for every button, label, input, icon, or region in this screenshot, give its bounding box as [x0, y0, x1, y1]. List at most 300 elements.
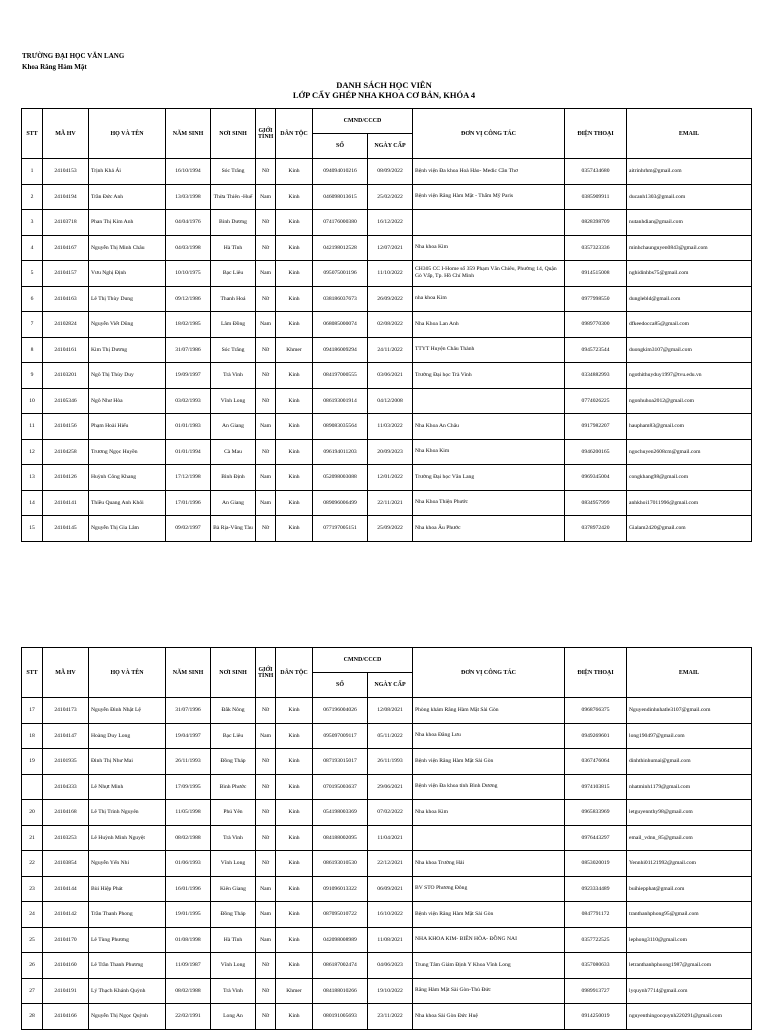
- column-header-email: EMAIL: [627, 648, 752, 698]
- stt-cell: 15: [22, 516, 43, 542]
- gender-cell: Nam: [256, 184, 276, 210]
- student-id-cell: 24102824: [43, 312, 89, 338]
- student-id-cell: 24101935: [43, 749, 89, 775]
- issue-date-cell: 12/07/2021: [368, 235, 413, 261]
- table-row: [22, 927, 752, 953]
- email-cell[interactable]: Yennhi01121992@gmail.com: [627, 851, 752, 877]
- student-id-cell: 24103201: [43, 363, 89, 389]
- student-table-1: [21, 108, 752, 542]
- stt-cell: 12: [22, 439, 43, 465]
- gender-cell: Nữ: [256, 978, 276, 1004]
- column-header-don-vi: ĐƠN VỊ CÔNG TÁC: [413, 648, 565, 698]
- workplace-cell: Nha khoa Âu Phước: [413, 516, 565, 542]
- email-cell[interactable]: ngochuyen2608cm@gmail.com: [627, 439, 752, 465]
- student-id-cell: 24103253: [43, 825, 89, 851]
- table-row: [22, 774, 752, 800]
- column-header-ngay-cap: NGÀY CẤP: [368, 134, 413, 159]
- full-name-cell: Lê Nhựt Minh: [89, 774, 166, 800]
- column-header-ma-hv: MÃ HV: [43, 109, 89, 159]
- table-row: [22, 800, 752, 826]
- phone-cell: 0367476064: [565, 749, 627, 775]
- id-number-cell: 084188002095: [313, 825, 368, 851]
- birth-date-cell: 26/11/1993: [166, 749, 211, 775]
- stt-cell: 26: [22, 953, 43, 979]
- email-cell[interactable]: dfkeedocca85@gmail.com: [627, 312, 752, 338]
- workplace-cell: Bệnh viện Răng Hàm Mặt - Thẩm Mỹ Paris: [413, 184, 565, 210]
- phone-cell: 0357722525: [565, 927, 627, 953]
- email-cell[interactable]: dunglebld@gmail.com: [627, 286, 752, 312]
- table-row: [22, 337, 752, 363]
- phone-cell: 0974103815: [565, 774, 627, 800]
- email-cell[interactable]: dinhthinhumai@gmail.com: [627, 749, 752, 775]
- table-row: [22, 953, 752, 979]
- student-id-cell: 24104147: [43, 723, 89, 749]
- stt-cell: 18: [22, 723, 43, 749]
- column-header-ho-ten: HỌ VÀ TÊN: [89, 648, 166, 698]
- id-number-cell: 096194011203: [313, 439, 368, 465]
- birthplace-cell: Long An: [211, 1004, 256, 1030]
- email-cell[interactable]: lyquynh7714@gmail.com: [627, 978, 752, 1004]
- table-row: [22, 286, 752, 312]
- ethnicity-cell: Kinh: [276, 312, 313, 338]
- birthplace-cell: Bạc Liêu: [211, 723, 256, 749]
- email-cell[interactable]: nghidinhbs75@gmail.com: [627, 261, 752, 287]
- id-number-cell: 080191005693: [313, 1004, 368, 1030]
- birthplace-cell: Trà Vinh: [211, 363, 256, 389]
- student-id-cell: 24105346: [43, 388, 89, 414]
- student-id-cell: 24104194: [43, 184, 89, 210]
- column-header-dan-toc: DÂN TỘC: [276, 109, 313, 159]
- student-id-cell: 24104160: [43, 953, 89, 979]
- stt-cell: 20: [22, 800, 43, 826]
- cmnd-group-header: CMND/CCCD: [313, 648, 413, 673]
- ethnicity-cell: Kinh: [276, 388, 313, 414]
- birthplace-cell: Bình Định: [211, 465, 256, 491]
- full-name-cell: Ngô Như Hòa: [89, 388, 166, 414]
- ethnicity-cell: Kinh: [276, 851, 313, 877]
- student-id-cell: 24104191: [43, 978, 89, 1004]
- id-number-cell: 084188010266: [313, 978, 368, 1004]
- birth-date-cell: 19/04/1997: [166, 723, 211, 749]
- cmnd-group-header: CMND/CCCD: [313, 109, 413, 134]
- table-row: [22, 210, 752, 236]
- issue-date-cell: 12/08/2021: [368, 698, 413, 724]
- ethnicity-cell: Kinh: [276, 825, 313, 851]
- issue-date-cell: 05/11/2022: [368, 723, 413, 749]
- student-id-cell: 24104168: [43, 800, 89, 826]
- stt-cell: 5: [22, 261, 43, 287]
- student-id-cell: 24104142: [43, 902, 89, 928]
- issue-date-cell: 07/02/2022: [368, 800, 413, 826]
- gender-cell: Nữ: [256, 825, 276, 851]
- issue-date-cell: 04/06/2023: [368, 953, 413, 979]
- birthplace-cell: Trà Vinh: [211, 825, 256, 851]
- phone-cell: 0914515008: [565, 261, 627, 287]
- student-table-2: [21, 647, 752, 1030]
- issue-date-cell: 03/06/2021: [368, 363, 413, 389]
- id-number-cell: 094186009294: [313, 337, 368, 363]
- gender-cell: Nữ: [256, 439, 276, 465]
- student-id-cell: 24104157: [43, 261, 89, 287]
- email-cell[interactable]: anhkhoi17011996@gmail.com: [627, 490, 752, 516]
- issue-date-cell: 19/10/2022: [368, 978, 413, 1004]
- id-number-cell: 086187002474: [313, 953, 368, 979]
- column-header-noi-sinh: NƠI SINH: [211, 109, 256, 159]
- column-header-gioi-tinh: GIỚI TÍNH: [256, 109, 276, 159]
- birthplace-cell: Vĩnh Long: [211, 953, 256, 979]
- birth-date-cell: 08/02/1988: [166, 978, 211, 1004]
- gender-cell: Nữ: [256, 286, 276, 312]
- stt-cell: [22, 774, 43, 800]
- ethnicity-cell: Kinh: [276, 210, 313, 236]
- birthplace-cell: Sóc Trăng: [211, 337, 256, 363]
- student-id-cell: 24103854: [43, 851, 89, 877]
- stt-cell: 2: [22, 184, 43, 210]
- stt-cell: 3: [22, 210, 43, 236]
- birthplace-cell: Thừa Thiên -Huế: [211, 184, 256, 210]
- workplace-cell: Nha Khoa Lan Anh: [413, 312, 565, 338]
- birth-date-cell: 11/09/1987: [166, 953, 211, 979]
- university-name: TRƯỜNG ĐẠI HỌC VĂN LANG: [22, 52, 125, 60]
- ethnicity-cell: Kinh: [276, 516, 313, 542]
- id-number-cell: 077197005151: [313, 516, 368, 542]
- birth-date-cell: 31/07/1986: [166, 337, 211, 363]
- full-name-cell: Lê Thị Trinh Nguyên: [89, 800, 166, 826]
- birthplace-cell: Bình Phước: [211, 774, 256, 800]
- id-number-cell: 074176000380: [313, 210, 368, 236]
- birthplace-cell: Hà Tĩnh: [211, 927, 256, 953]
- workplace-cell: Trường Đại học Văn Lang: [413, 465, 565, 491]
- column-header-nam-sinh: NĂM SINH: [166, 109, 211, 159]
- student-id-cell: 24104145: [43, 516, 89, 542]
- email-cell[interactable]: lephong3110@gmail.com: [627, 927, 752, 953]
- birth-date-cell: 13/03/1998: [166, 184, 211, 210]
- birthplace-cell: Lâm Đồng: [211, 312, 256, 338]
- phone-cell: 0774026225: [565, 388, 627, 414]
- issue-date-cell: 11/10/2022: [368, 261, 413, 287]
- table-row: [22, 312, 752, 338]
- phone-cell: 0977998550: [565, 286, 627, 312]
- phone-cell: 0949269601: [565, 723, 627, 749]
- gender-cell: Nữ: [256, 774, 276, 800]
- email-cell[interactable]: letguyennthy98@gmail.com: [627, 800, 752, 826]
- column-header-dien-thoai: ĐIỆN THOẠI: [565, 109, 627, 159]
- column-header-email: EMAIL: [627, 109, 752, 159]
- full-name-cell: Nguyễn Đình Nhật Lệ: [89, 698, 166, 724]
- workplace-cell: Nha khoa Sài Gòn Đức Huệ: [413, 1004, 565, 1030]
- table-row: [22, 1004, 752, 1030]
- id-number-cell: 095075001196: [313, 261, 368, 287]
- column-header-ho-ten: HỌ VÀ TÊN: [89, 109, 166, 159]
- email-cell[interactable]: nhatminh1179@gmail.com: [627, 774, 752, 800]
- gender-cell: Nam: [256, 414, 276, 440]
- id-number-cell: 087095010722: [313, 902, 368, 928]
- stt-cell: 22: [22, 851, 43, 877]
- full-name-cell: Nguyễn Yến Nhi: [89, 851, 166, 877]
- phone-cell: 0853020019: [565, 851, 627, 877]
- issue-date-cell: 16/12/2022: [368, 210, 413, 236]
- id-number-cell: 089083035564: [313, 414, 368, 440]
- email-cell[interactable]: haupham83@gmail.com: [627, 414, 752, 440]
- faculty-name: Khoa Răng Hàm Mặt: [22, 63, 87, 71]
- gender-cell: Nữ: [256, 235, 276, 261]
- issue-date-cell: 25/09/2022: [368, 516, 413, 542]
- birth-date-cell: 04/03/1998: [166, 235, 211, 261]
- table-row: [22, 235, 752, 261]
- gender-cell: Nữ: [256, 210, 276, 236]
- ethnicity-cell: Kinh: [276, 927, 313, 953]
- phone-cell: 0989770300: [565, 312, 627, 338]
- full-name-cell: Nguyễn Thị Ngọc Quỳnh: [89, 1004, 166, 1030]
- birthplace-cell: Bình Dương: [211, 210, 256, 236]
- full-name-cell: Nguyễn Thị Minh Châu: [89, 235, 166, 261]
- gender-cell: Nữ: [256, 1004, 276, 1030]
- gender-cell: Nữ: [256, 749, 276, 775]
- issue-date-cell: 22/12/2021: [368, 851, 413, 877]
- full-name-cell: Lê Thị Thùy Dung: [89, 286, 166, 312]
- full-name-cell: Ngô Thị Thùy Duy: [89, 363, 166, 389]
- issue-date-cell: 02/08/2022: [368, 312, 413, 338]
- birthplace-cell: Sóc Trăng: [211, 159, 256, 185]
- gender-cell: Nam: [256, 261, 276, 287]
- workplace-cell: TTYT Huyện Châu Thành: [413, 337, 565, 363]
- student-id-cell: 24104167: [43, 235, 89, 261]
- table-row: [22, 698, 752, 724]
- email-cell[interactable]: nguyenthingocquynh220291@gmail.com: [627, 1004, 752, 1030]
- birth-date-cell: 01/01/1983: [166, 414, 211, 440]
- gender-cell: Nam: [256, 723, 276, 749]
- column-header-ngay-cap: NGÀY CẤP: [368, 673, 413, 698]
- student-id-cell: 24104170: [43, 927, 89, 953]
- full-name-cell: Trương Ngọc Huyền: [89, 439, 166, 465]
- id-number-cell: 038186037673: [313, 286, 368, 312]
- issue-date-cell: 25/02/2022: [368, 184, 413, 210]
- workplace-cell: BV STO Phương Đông: [413, 876, 565, 902]
- id-number-cell: 068085000074: [313, 312, 368, 338]
- email-cell[interactable]: Nguyendinhnhatle3107@gmail.com: [627, 698, 752, 724]
- student-id-cell: 24104153: [43, 159, 89, 185]
- birthplace-cell: Kiên Giang: [211, 876, 256, 902]
- stt-cell: 11: [22, 414, 43, 440]
- table-row: [22, 439, 752, 465]
- workplace-cell: Nha Khoa Thiện Phước: [413, 490, 565, 516]
- workplace-cell: [413, 210, 565, 236]
- full-name-cell: Lê Huỳnh Minh Nguyệt: [89, 825, 166, 851]
- gender-cell: Nam: [256, 312, 276, 338]
- issue-date-cell: 06/09/2021: [368, 876, 413, 902]
- document-title: DANH SÁCH HỌC VIÊN: [336, 80, 432, 90]
- ethnicity-cell: Kinh: [276, 261, 313, 287]
- email-cell[interactable]: letranthanhphuong1987@gmail.com: [627, 953, 752, 979]
- stt-cell: 1: [22, 159, 43, 185]
- issue-date-cell: 22/11/2021: [368, 490, 413, 516]
- issue-date-cell: 26/09/2022: [368, 286, 413, 312]
- table-row: [22, 465, 752, 491]
- phone-cell: 0834957999: [565, 490, 627, 516]
- stt-cell: 28: [22, 1004, 43, 1030]
- full-name-cell: Hoàng Duy Long: [89, 723, 166, 749]
- id-number-cell: 067196004026: [313, 698, 368, 724]
- student-id-cell: 24104166: [43, 1004, 89, 1030]
- workplace-cell: Trường Đại học Trà Vinh: [413, 363, 565, 389]
- email-cell[interactable]: tranthanhphong95@gmail.com: [627, 902, 752, 928]
- stt-cell: 7: [22, 312, 43, 338]
- issue-date-cell: 23/11/2022: [368, 1004, 413, 1030]
- birth-date-cell: 01/06/1993: [166, 851, 211, 877]
- ethnicity-cell: Kinh: [276, 723, 313, 749]
- stt-cell: 24: [22, 902, 43, 928]
- birth-date-cell: 09/02/1997: [166, 516, 211, 542]
- table-row: [22, 876, 752, 902]
- email-cell[interactable]: ngonhuhoa2012@gmail.com: [627, 388, 752, 414]
- workplace-cell: CH305 CC I-Home số 359 Phạm Văn Chiêu, Phường 14, Quận Gò Vấp, Tp. Hồ Chí Minh: [413, 261, 565, 287]
- student-id-cell: 24104333: [43, 774, 89, 800]
- gender-cell: Nam: [256, 902, 276, 928]
- stt-cell: 14: [22, 490, 43, 516]
- birth-date-cell: 19/09/1997: [166, 363, 211, 389]
- student-id-cell: 24104173: [43, 698, 89, 724]
- email-cell[interactable]: minhchaunguyen0843@gmail.com: [627, 235, 752, 261]
- email-cell[interactable]: duongkim3107@gmail.com: [627, 337, 752, 363]
- workplace-cell: Bệnh viện Răng Hàm Mặt Sài Gòn: [413, 902, 565, 928]
- birthplace-cell: Trà Vinh: [211, 978, 256, 1004]
- email-cell[interactable]: congkhang98@gmail.com: [627, 465, 752, 491]
- birth-date-cell: 16/01/1996: [166, 876, 211, 902]
- phone-cell: 0989913727: [565, 978, 627, 1004]
- gender-cell: Nam: [256, 465, 276, 491]
- stt-cell: 9: [22, 363, 43, 389]
- full-name-cell: Lê Trần Thanh Phương: [89, 953, 166, 979]
- birth-date-cell: 17/12/1998: [166, 465, 211, 491]
- gender-cell: Nam: [256, 927, 276, 953]
- id-number-cell: 070195003637: [313, 774, 368, 800]
- table-row: [22, 825, 752, 851]
- stt-cell: 10: [22, 388, 43, 414]
- birth-date-cell: 31/07/1996: [166, 698, 211, 724]
- workplace-cell: [413, 825, 565, 851]
- birthplace-cell: Vĩnh Long: [211, 851, 256, 877]
- phone-cell: 0334882993: [565, 363, 627, 389]
- full-name-cell: Đinh Thị Như Mai: [89, 749, 166, 775]
- student-id-cell: 24104126: [43, 465, 89, 491]
- ethnicity-cell: Kinh: [276, 490, 313, 516]
- phone-cell: 0965833969: [565, 800, 627, 826]
- id-number-cell: 094094010216: [313, 159, 368, 185]
- issue-date-cell: 20/09/2023: [368, 439, 413, 465]
- issue-date-cell: 08/09/2022: [368, 159, 413, 185]
- email-cell[interactable]: nutanhdian@gmail.com: [627, 210, 752, 236]
- ethnicity-cell: Kinh: [276, 953, 313, 979]
- ethnicity-cell: Kinh: [276, 1004, 313, 1030]
- ethnicity-cell: Kinh: [276, 235, 313, 261]
- full-name-cell: Lý Thạch Khánh Quỳnh: [89, 978, 166, 1004]
- gender-cell: Nữ: [256, 800, 276, 826]
- phone-cell: 0923334489: [565, 876, 627, 902]
- id-number-cell: 042098008989: [313, 927, 368, 953]
- stt-cell: 19: [22, 749, 43, 775]
- email-cell[interactable]: ducanh1303@gmail.com: [627, 184, 752, 210]
- id-number-cell: 046098013615: [313, 184, 368, 210]
- id-number-cell: 084197000555: [313, 363, 368, 389]
- stt-cell: 23: [22, 876, 43, 902]
- email-cell[interactable]: ngothithuyduy1997@tvu.edu.vn: [627, 363, 752, 389]
- phone-cell: 0946200165: [565, 439, 627, 465]
- issue-date-cell: 11/04/2021: [368, 825, 413, 851]
- email-cell[interactable]: long190497@gmail.com: [627, 723, 752, 749]
- ethnicity-cell: Kinh: [276, 159, 313, 185]
- table-row: [22, 261, 752, 287]
- ethnicity-cell: Kinh: [276, 465, 313, 491]
- workplace-cell: Nha Khoa An Châu: [413, 414, 565, 440]
- gender-cell: Nữ: [256, 363, 276, 389]
- phone-cell: 0385909911: [565, 184, 627, 210]
- table-row: [22, 388, 752, 414]
- issue-date-cell: 26/11/1993: [368, 749, 413, 775]
- birth-date-cell: 08/02/1988: [166, 825, 211, 851]
- table-row: [22, 723, 752, 749]
- student-id-cell: 24104144: [43, 876, 89, 902]
- stt-cell: 13: [22, 465, 43, 491]
- phone-cell: 0917982207: [565, 414, 627, 440]
- student-id-cell: 24104161: [43, 337, 89, 363]
- full-name-cell: Kim Thị Dương: [89, 337, 166, 363]
- ethnicity-cell: Kinh: [276, 439, 313, 465]
- birthplace-cell: Đắk Nông: [211, 698, 256, 724]
- email-cell[interactable]: email_vdnn_85@gmail.com: [627, 825, 752, 851]
- stt-cell: 6: [22, 286, 43, 312]
- email-cell[interactable]: buihiepphat@gmail.com: [627, 876, 752, 902]
- column-header-so: SỐ: [313, 673, 368, 698]
- issue-date-cell: 11/08/2021: [368, 927, 413, 953]
- ethnicity-cell: Kinh: [276, 774, 313, 800]
- birthplace-cell: Cà Mau: [211, 439, 256, 465]
- id-number-cell: 087193015017: [313, 749, 368, 775]
- birthplace-cell: Hà Tĩnh: [211, 235, 256, 261]
- issue-date-cell: 11/03/2022: [368, 414, 413, 440]
- phone-cell: 0847791172: [565, 902, 627, 928]
- issue-date-cell: 29/06/2021: [368, 774, 413, 800]
- column-header-ma-hv: MÃ HV: [43, 648, 89, 698]
- id-number-cell: 091096013322: [313, 876, 368, 902]
- workplace-cell: Nha Khoa Kim: [413, 439, 565, 465]
- email-cell[interactable]: aitrinhrhm@gmail.com: [627, 159, 752, 185]
- table-row: [22, 516, 752, 542]
- full-name-cell: Nguyễn Viết Dũng: [89, 312, 166, 338]
- id-number-cell: 054198003369: [313, 800, 368, 826]
- issue-date-cell: 16/10/2022: [368, 902, 413, 928]
- gender-cell: Nữ: [256, 159, 276, 185]
- birthplace-cell: Đồng Tháp: [211, 902, 256, 928]
- id-number-cell: 095097009117: [313, 723, 368, 749]
- email-cell[interactable]: Gialam2420@gmail.com: [627, 516, 752, 542]
- gender-cell: Nữ: [256, 388, 276, 414]
- birth-date-cell: 17/09/1995: [166, 774, 211, 800]
- id-number-cell: 086193010530: [313, 851, 368, 877]
- column-header-stt: STT: [22, 648, 43, 698]
- full-name-cell: Lê Tùng Phương: [89, 927, 166, 953]
- gender-cell: Nữ: [256, 698, 276, 724]
- gender-cell: Nữ: [256, 516, 276, 542]
- workplace-cell: Nha khoa Kim: [413, 800, 565, 826]
- phone-cell: 0945723544: [565, 337, 627, 363]
- phone-cell: 0968766375: [565, 698, 627, 724]
- student-id-cell: 24103718: [43, 210, 89, 236]
- gender-cell: Nữ: [256, 953, 276, 979]
- ethnicity-cell: Kinh: [276, 749, 313, 775]
- ethnicity-cell: Kinh: [276, 902, 313, 928]
- phone-cell: 0357434680: [565, 159, 627, 185]
- workplace-cell: Nha khoa Trường Hải: [413, 851, 565, 877]
